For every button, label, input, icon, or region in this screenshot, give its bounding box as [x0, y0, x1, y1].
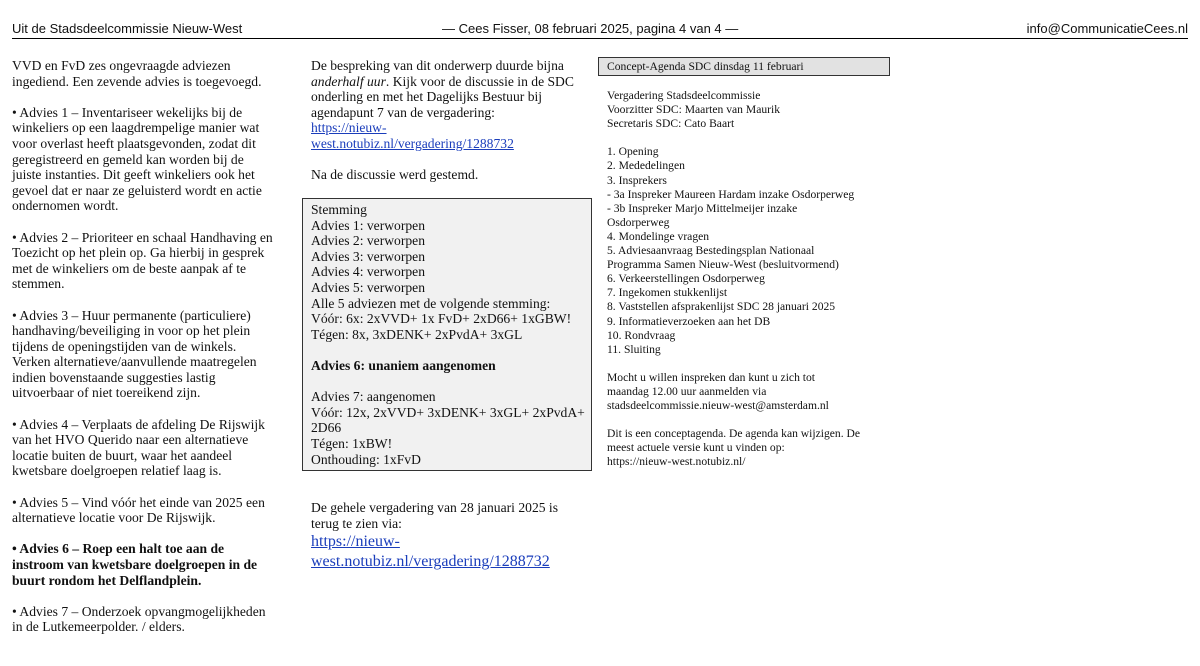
advies-7: • Advies 7 – Onderzoek opvangmogelijkheden in de Lutkemeerpolder. / elders.: [12, 603, 266, 635]
column-agenda: [607, 89, 907, 484]
advies-2: • Advies 2 – Prioriteer en schaal Handhaving en Toezicht op het plein op. Ga hierbij in gesprek met de winkeliers om de beste aanpak af te stemmen.: [12, 229, 273, 292]
header-email: info@CommunicatieCees.nl: [1026, 21, 1188, 36]
text: De bespreking van dit onderwerp duurde bijna: [311, 58, 564, 73]
text: . Kijk voor de discussie in de SDC onderling en met het Dagelijks Bestuur bij agendapunt 7 van de vergadering:: [311, 73, 574, 120]
intro-paragraph: VVD en FvD zes ongevraagde adviezen ingediend. Een zevende advies is toegevoegd.: [12, 58, 262, 89]
inspreken-info: Mocht u willen inspreken dan kunt u zich tot maandag 12.00 uur aanmelden via stadsdeelcommissie.nieuw-west@amsterdam.nl: [607, 370, 829, 413]
agenda-items: 1. Opening 2. Mededelingen 3. Insprekers - 3a Inspreker Maureen Hardam inzake Osdorperweg - 3b Inspreker Marjo Mittelmeijer inzake Osdorperweg 4. Mondelinge vragen 5. Adviesaanvraag Bestedingsplan Nationaal Programma Samen Nieuw-West (besluitvormend) 6. Verkeerstellingen Osdorperweg 7. Ingekomen stukkenlijst 8. Vaststellen afsprakenlijst SDC 28 januari 2025 9. Informatieverzoeken aan het DB 10. Rondvraag 11. Sluiting: [607, 145, 855, 356]
gehele-vergadering-text: De gehele vergadering van 28 januari 2025 is terug te zien via:: [311, 500, 558, 531]
gehele-vergadering: [311, 500, 596, 572]
agenda-meta: Vergadering Stadsdeelcommissie Voorzitter SDC: Maarten van Maurik Secretaris SDC: Cato Baart: [607, 89, 781, 131]
header-author-date: — Cees Fisser, 08 februari 2025, pagina 4 van 4 —: [442, 21, 739, 36]
gehele-vergadering-link[interactable]: https://nieuw- west.notubiz.nl/vergadering/1288732: [311, 533, 550, 571]
stemming-results: Stemming Advies 1: verworpen Advies 2: verworpen Advies 3: verworpen Advies 4: verworpen Advies 5: verworpen Alle 5 adviezen met de volgende stemming: Vóór: 6x: 2xVVD+ 1x FvD+ 2xD66+ 1xGBW! Tégen: 8x, 3xDENK+ 2xPvdA+ 3xGL: [311, 202, 572, 342]
advies-6: • Advies 6 – Roep een halt toe aan de instroom van kwetsbare doelgroepen in de buurt rondom het Delflandplein.: [12, 541, 258, 588]
gestemd-text: Na de discussie werd gestemd.: [311, 167, 479, 183]
bespreking-paragraph: [311, 58, 596, 152]
page-header: [12, 20, 1188, 39]
stemming-box: [302, 198, 592, 471]
advies-3: • Advies 3 – Huur permanente (particuliere) handhaving/beveiliging in voor op het plein tijdens de openingstijden van de winkels. Verken alternatieve/aanvullende maatregelen indien bovenstaande suggesties lastig uitvoerbaar of niet toereikend zijn.: [12, 307, 257, 401]
advies-7-result: Advies 7: aangenomen Vóór: 12x, 2xVVD+ 3xDENK+ 3xGL+ 2xPvdA+ 2D66 Tégen: 1xBW! Onthouding: 1xFvD: [311, 389, 585, 467]
concept-info: Dit is een conceptagenda. De agenda kan wijzigen. De meest actuele versie kunt u vinden op: https://nieuw-west.notubiz.nl/: [607, 427, 861, 469]
column-bespreking: [311, 58, 596, 198]
column-adviezen: [12, 58, 302, 651]
advies-1: • Advies 1 – Inventariseer wekelijks bij de winkeliers op een laagdrempelige manier wat voor overlast heeft plaatsgevonden, zodat dit geregistreerd en gemeld kan worden bij de juiste instanties. Dit geeft winkeliers ook het gevoel dat er naar ze geluisterd wordt en actie ondernomen wordt.: [12, 104, 262, 214]
advies-6-result: Advies 6: unaniem aangenomen: [311, 357, 496, 373]
advies-4: • Advies 4 – Verplaats de afdeling De Rijswijk van het HVO Querido naar een alternatieve locatie buiten de buurt, waar het aandeel kwetsbare doelgroepen relatief laag is.: [12, 416, 265, 479]
header-title: Uit de Stadsdeelcommissie Nieuw-West: [12, 21, 243, 36]
advies-5: • Advies 5 – Vind vóór het einde van 2025 een alternatieve locatie voor De Rijswijk.: [12, 494, 265, 526]
emphasis: anderhalf uur: [311, 73, 386, 89]
vergadering-link[interactable]: https://nieuw- west.notubiz.nl/vergadering/1288732: [311, 120, 514, 151]
agenda-title: Concept-Agenda SDC dinsdag 11 februari: [598, 57, 890, 76]
